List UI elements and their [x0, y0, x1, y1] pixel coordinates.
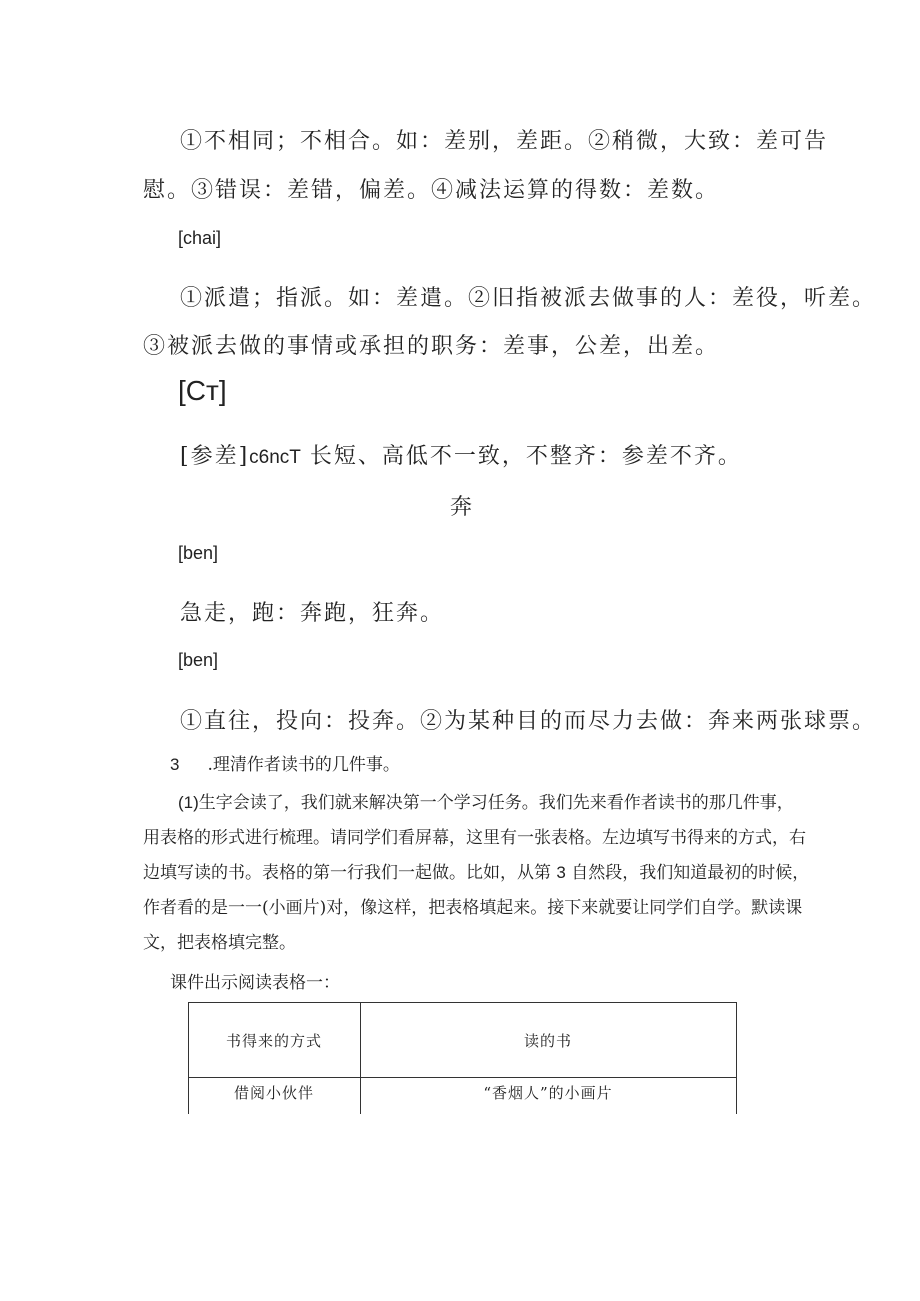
table-top-border [188, 1002, 736, 1003]
ben-pinyin-1: [ben] [178, 543, 219, 563]
section-title: .理清作者读书的几件事。 [207, 755, 400, 775]
ci-pinyin: [Cт] [178, 375, 227, 406]
paragraph-line-4: 作者看的是一一(小画片)对，像这样，把表格填起来。接下来就要让同学们自学。默读课 [143, 898, 803, 918]
cenci-entry [180, 439, 742, 470]
cha-definition-line-1: ①不相同；不相合。如：差别，差距。②稍微，大致：差可告 [180, 129, 829, 154]
chai-pinyin: [chai] [178, 228, 222, 248]
paragraph-line-2: 用表格的形式进行梳理。请同学们看屏幕，这里有一张表格。左边填写书得来的方式，右 [143, 828, 806, 848]
table-header-cell: 书得来的方式 [225, 1032, 322, 1050]
chai-definition-line-2: ③被派去做的事情或承担的职务：差事，公差，出差。 [143, 334, 720, 359]
section-number: 3 [170, 755, 180, 774]
table-cell: “香烟人”的小画片 [483, 1084, 613, 1102]
chai-definition-line-1: ①派遣；指派。如：差遣。②旧指被派去做事的人：差役，听差。 [180, 286, 877, 311]
cenci-definition: 长短、高低不一致，不整齐：参差不齐。 [309, 444, 742, 469]
ben-pinyin-2: [ben] [178, 650, 219, 670]
paragraph-line-1: (1)生字会读了，我们就来解决第一个学习任务。我们先来看作者读书的那几件事， [178, 793, 794, 813]
table-header-divider [188, 1077, 736, 1078]
table-right-border [736, 1002, 737, 1114]
ben-definition-1: 急走，跑：奔跑，狂奔。 [180, 601, 445, 626]
table-caption: 课件出示阅读表格一： [170, 973, 340, 993]
ben-definition-2: ①直往，投向：投奔。②为某种目的而尽力去做：奔来两张球票。 [180, 709, 877, 734]
reading-table [188, 1002, 736, 1114]
paragraph-line-5: 文，把表格填完整。 [143, 933, 296, 953]
section-heading [170, 750, 400, 775]
paragraph-marker: (1) [178, 793, 199, 812]
ben-character-heading: 奔 [450, 495, 475, 520]
table-cell: 借阅小伙伴 [233, 1084, 314, 1102]
paragraph-line-3: 边填写读的书。表格的第一行我们一起做。比如，从第 3 自然段，我们知道最初的时候， [143, 863, 810, 883]
table-header-cell: 读的书 [523, 1032, 572, 1050]
cenci-prefix: [参差] [180, 444, 250, 469]
cha-definition-line-2: 慰。③错误：差错，偏差。④减法运算的得数：差数。 [143, 178, 720, 203]
cenci-pinyin: c6ncT [249, 447, 301, 468]
